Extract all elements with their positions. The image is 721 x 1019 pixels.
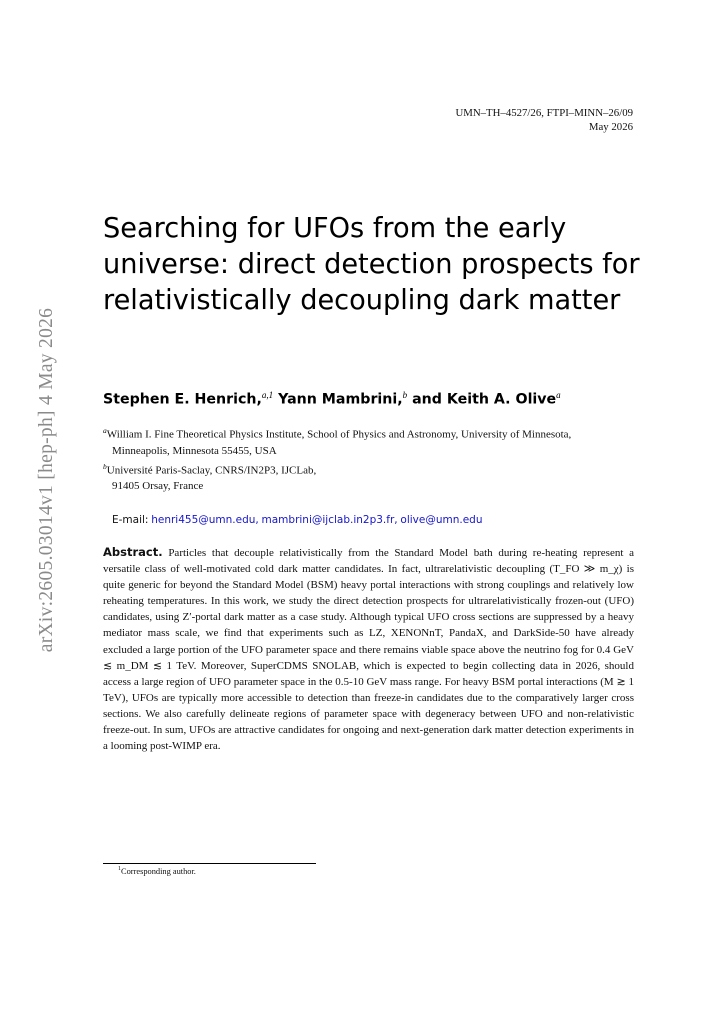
affiliation-mark: b [103,461,107,471]
author-name: and Keith A. Olive [412,391,557,408]
footnote-rule [103,863,316,864]
affiliation-line: 91405 Orsay, France [112,480,204,493]
email-link[interactable]: olive@umn.edu [400,514,483,526]
author-name: Stephen E. Henrich, [103,391,262,408]
preprint-date: May 2026 [588,121,633,133]
email-link[interactable]: mambrini@ijclab.in2p3.fr [261,514,395,526]
author-affiliation-mark: a,1 [261,390,274,400]
affiliation-line: Minneapolis, Minnesota 55455, USA [112,444,277,457]
footnote [118,866,196,876]
arxiv-identifier-stamp: arXiv:2605.03014v1 [hep-ph] 4 May 2026 [36,307,57,653]
affiliation-line: William I. Fine Theoretical Physics Institute, School of Physics and Astronomy, University of Minnesota, [106,428,572,441]
footnote-text: Corresponding author. [121,866,196,876]
footnote-mark: 1 [118,866,121,872]
author-list [103,390,561,408]
abstract [103,544,634,754]
affiliations [103,423,633,494]
email-link[interactable]: henri455@umn.edu [151,514,256,526]
author-name: Yann Mambrini, [278,391,403,408]
preprint-number: UMN–TH–4527/26, FTPI–MINN–26/09 [455,107,633,119]
affiliation-b [103,459,633,495]
email-label: E-mail: [112,514,149,526]
affiliation-a [103,423,633,459]
paper-title: Searching for UFOs from the early universe: direct detection prospects for relativistically decoupling dark matter [103,213,640,316]
preprint-info [455,106,633,134]
abstract-text: Particles that decouple relativistically from the Standard Model bath during re-heating represent a versatile class of well-motivated cold dark matter candidates. In fact, ultrarelativistic decoupling (T_FO ≫ m_χ) is quite generic for beyond the Standard Model (BSM) heavy portal interactions with strong couplings and relatively low reheating temperatures. In this work, we study the direct detection prospects for ultrarelativistically frozen-out (UFO) candidates, using Z′-portal dark matter as a case study. Although typical UFO cross sections are suppressed by a heavy mediator mass scale, we find that experiments such as LZ, XENONnT, PandaX, and DarkSide-50 have already excluded a large portion of the UFO parameter space and there remains viable space above the neutrino fog for 0.4 GeV ≲ m_DM ≲ 1 TeV. Moreover, SuperCDMS SNOLAB, which is expected to begin collecting data in 2026, should access a large region of UFO parameter space in the 0.5-10 GeV mass range. For heavy BSM portal interactions (M ≳ 1 TeV), UFOs are typically more accessible to detection than freeze-in candidates due to the comparatively larger cross sections. We also carefully delineate regions of parameter space with degeneracy between UFO and non-relativistic freeze-out. In sum, UFOs are attractive candidates for ongoing and next-generation dark matter detection experiments in a looming post-WIMP era. [103,547,634,753]
affiliation-line: Université Paris-Saclay, CNRS/IN2P3, IJCLab, [106,464,317,477]
email-line: E-mail: henri455@umn.edu, mambrini@ijclab.in2p3.fr, olive@umn.edu [112,514,483,526]
affiliation-mark: a [103,426,107,435]
abstract-heading: Abstract. [103,545,163,559]
author-affiliation-mark: a [556,390,561,400]
author-affiliation-mark: b [402,390,408,400]
